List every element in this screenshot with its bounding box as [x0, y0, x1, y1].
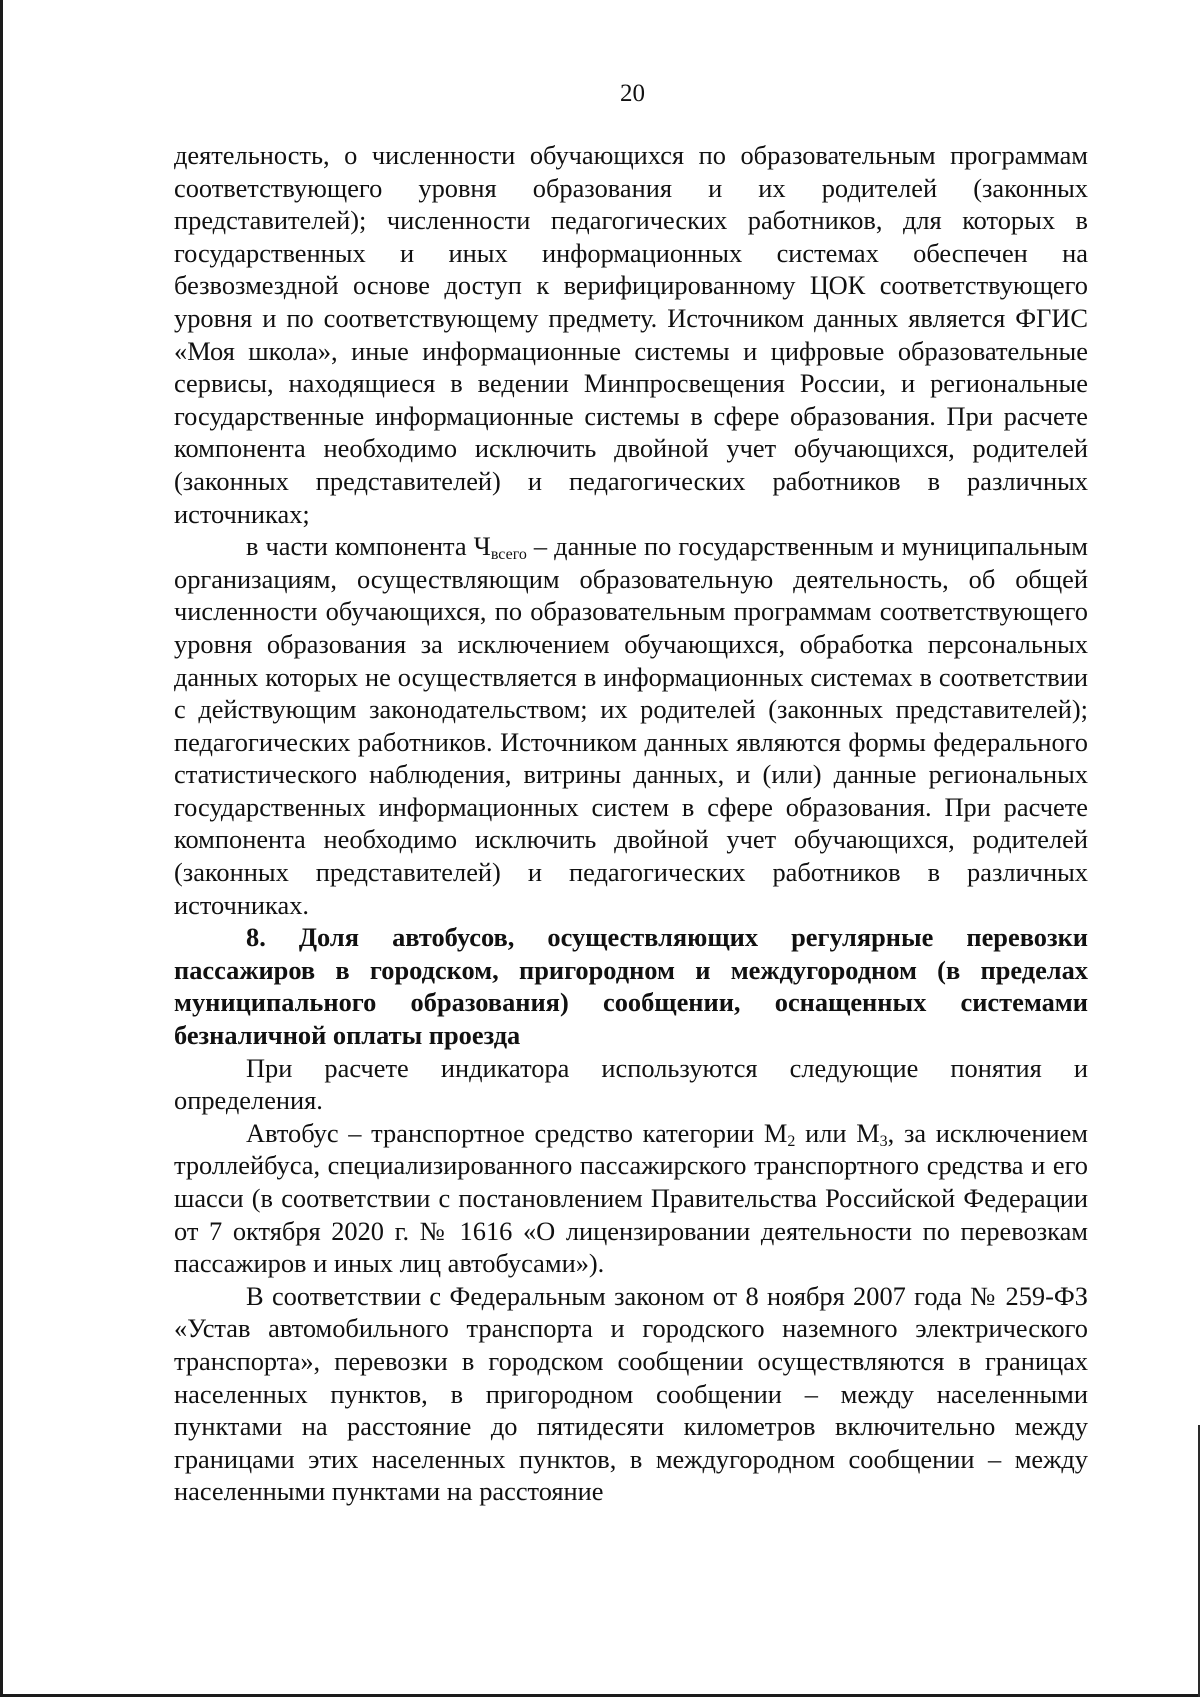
- paragraph-federal-law: В соответствии с Федеральным законом от 8 ноября 2007 года № 259-ФЗ «Устав автомобильного транспорта и городского наземного электрического транспорта», перевозки в городском сообщении осуществляются в границах населенных пунктов, в пригородном сообщении – между населенными пунктами на расстояние до пятидесяти километров включительно между границами этих населенных пунктов, в междугородном сообщении – между населенными пунктами на расстояние: [174, 1280, 1088, 1507]
- paragraph-text: Автобус – транспортное средство категории М: [246, 1117, 788, 1148]
- subscript-m2: 2: [787, 1132, 796, 1150]
- paragraph-text: или М: [795, 1117, 880, 1148]
- document-body: [174, 139, 1088, 1508]
- paragraph-definitions-intro: При расчете индикатора используются следующие понятия и определения.: [174, 1052, 1088, 1116]
- paragraph-text: , за исключением троллейбуса, специализированного пассажирского транспортного средства и его шасси (в соответствии с постановлением Правительства Российской Федерации от 7 октября 2020 г. № 1616 «О лицензировании деятельности по перевозкам пассажиров и иных лиц автобусами»).: [174, 1117, 1088, 1279]
- paragraph-component-total: [174, 530, 1088, 921]
- subscript-total: всего: [490, 546, 527, 564]
- page-number: 20: [620, 80, 645, 107]
- section-heading: 8. Доля автобусов, осуществляющих регулярные перевозки пассажиров в городском, пригородном и междугородном (в пределах муниципального образования) сообщении, оснащенных системами безналичной оплаты проезда: [174, 922, 1088, 1051]
- paragraph-continuation: деятельность, о численности обучающихся по образовательным программам соответствующего уровня образования и их родителей (законных представителей); численности педагогических работников, для которых в государственных и иных информационных системах обеспечен на безвозмездной основе доступ к верифицированному ЦОК соответствующего уровня и по соответствующему предмету. Источником данных является ФГИС «Моя школа», иные информационные системы и цифровые образовательные сервисы, находящиеся в ведении Минпросвещения России, и региональные государственные информационные системы в сфере образования. При расчете компонента необходимо исключить двойной учет обучающихся, родителей (законных представителей) и педагогических работников в различных источниках;: [174, 140, 1088, 529]
- paragraph-text: – данные по государственным и муниципальным организациям, осуществляющим образовательную деятельность, об общей численности обучающихся, по образовательным программам соответствующего уровня образования за исключением обучающихся, обработка персональных данных которых не осуществляется в информационных системах в соответствии с действующим законодательством; их родителей (законных представителей); педагогических работников. Источником данных являются формы федерального статистического наблюдения, витрины данных, и (или) данные региональных государственных информационных систем в сфере образования. При расчете компонента необходимо исключить двойной учет обучающихся, родителей (законных представителей) и педагогических работников в различных источниках.: [174, 531, 1089, 920]
- paragraph-bus-definition: [174, 1117, 1088, 1280]
- paragraph-text: в части компонента Ч: [246, 531, 491, 562]
- subscript-m3: 3: [879, 1132, 888, 1150]
- scan-border-left: [0, 0, 3, 1697]
